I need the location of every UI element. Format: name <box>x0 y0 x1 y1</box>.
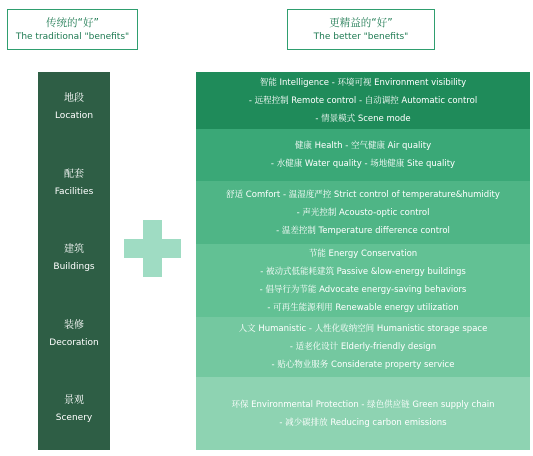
left-item-label-zh: 地段 <box>64 93 84 104</box>
block-line: - 适老化设计 Elderly-friendly design <box>289 342 437 352</box>
block-comfort <box>196 181 530 244</box>
header-better-en: The better "benefits" <box>313 31 409 42</box>
block-humanistic <box>196 317 530 377</box>
block-line: 节能 Energy Conservation <box>308 248 418 259</box>
block-line: - 温差控制 Temperature difference control <box>276 225 450 236</box>
block-line: 人文 Humanistic - 人性化收纳空间 Humanistic storage space <box>238 324 488 334</box>
block-environmental-protection <box>196 377 530 450</box>
header-traditional-zh: 传统的“好” <box>46 16 99 29</box>
plus-icon-vertical-bar <box>143 220 162 277</box>
left-item-label-en: Buildings <box>53 262 95 272</box>
block-line: - 减少碳排放 Reducing carbon emissions <box>279 417 447 428</box>
block-line: - 贴心物业服务 Considerate property service <box>271 360 455 370</box>
left-item-buildings <box>38 243 110 274</box>
left-item-decoration <box>38 319 110 350</box>
block-line: - 声光控制 Acousto-optic control <box>296 207 430 218</box>
block-line: 舒适 Comfort - 温湿度严控 Strict control of temperature&humidity <box>226 189 500 200</box>
block-line: - 情景模式 Scene mode <box>315 113 411 124</box>
left-item-label-zh: 装修 <box>64 320 84 331</box>
block-line: - 可再生能源利用 Renewable energy utilization <box>267 302 459 313</box>
block-energy-conservation <box>196 244 530 317</box>
block-line: 环保 Environmental Protection - 绿色供应链 Green supply chain <box>231 399 495 410</box>
block-line: 健康 Health - 空气健康 Air quality <box>294 141 432 151</box>
left-item-label-en: Location <box>54 111 94 121</box>
left-item-label-zh: 建筑 <box>64 244 84 255</box>
left-item-location <box>38 92 110 123</box>
block-health <box>196 129 530 181</box>
header-traditional-benefits <box>7 9 138 50</box>
block-line: - 远程控制 Remote control - 自动调控 Automatic control <box>248 95 478 106</box>
left-item-label-en: Facilities <box>54 187 94 197</box>
header-traditional-en: The traditional "benefits" <box>15 31 130 42</box>
block-line: - 水健康 Water quality - 场地健康 Site quality <box>270 159 456 169</box>
block-line: 智能 Intelligence - 环境可视 Environment visibility <box>259 77 467 88</box>
block-line: - 被动式低能耗建筑 Passive &low-energy buildings <box>260 266 466 277</box>
better-benefits-column <box>196 72 530 450</box>
left-item-scenery <box>38 394 110 425</box>
left-item-label-en: Scenery <box>55 413 93 423</box>
traditional-benefits-column <box>38 72 110 450</box>
left-item-label-zh: 景观 <box>64 395 84 406</box>
left-item-label-en: Decoration <box>49 338 99 348</box>
header-better-zh: 更精益的“好” <box>329 16 393 29</box>
block-line: - 倡导行为节能 Advocate energy-saving behaviors <box>259 284 467 295</box>
plus-icon <box>124 220 181 277</box>
left-item-label-zh: 配套 <box>64 169 84 180</box>
header-better-benefits <box>287 9 435 50</box>
left-item-facilities <box>38 168 110 199</box>
block-intelligence <box>196 72 530 129</box>
